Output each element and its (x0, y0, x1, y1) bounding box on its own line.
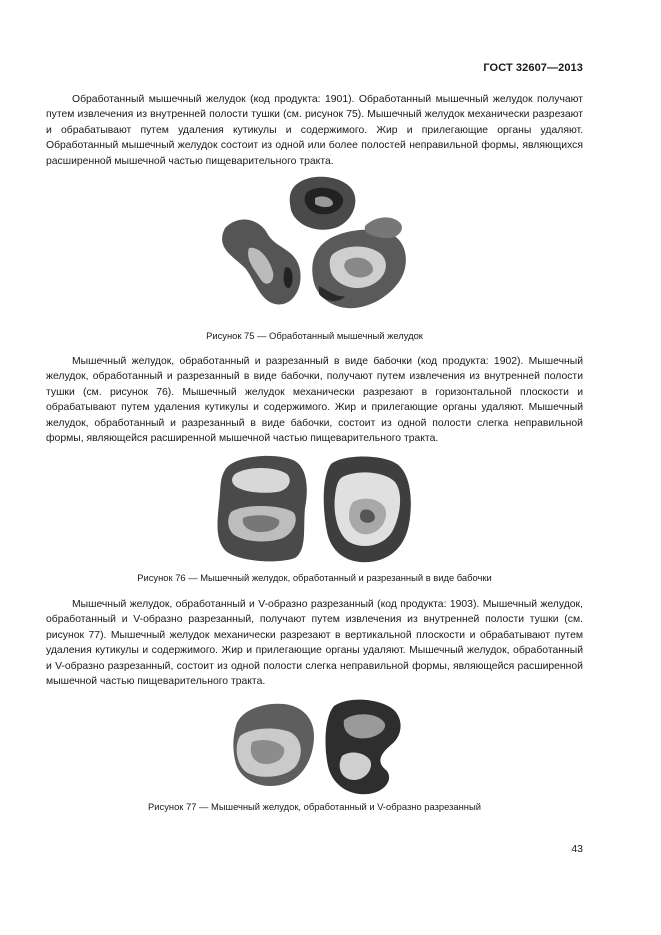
figure-77-image (230, 696, 410, 796)
figure-77-caption: Рисунок 77 — Мышечный желудок, обработанный и V-образно разрезанный (148, 801, 481, 812)
figure-75-image (215, 168, 420, 316)
figure-76-image (213, 452, 425, 564)
paragraph-1903: Мышечный желудок, обработанный и V-образно разрезанный (код продукта: 1903). Мышечный желудок, обработанный и V-образно разрезанный, получают путем извлечения из внутренней полости тушки (см. рисунок 77). Мышечный желудок механически разрезают в вертикальной плоскости и обрабатывают путем удаления кутикулы и содержимого. Жир и прилегающие органы удаляют. Мышечный желудок, обработанный и V-образно разрезанный, состоит из одной полости слегка неправильной формы, являющейся расширенной мышечной частью пищеварительного тракта. (46, 599, 583, 688)
page-number: 43 (571, 843, 583, 855)
standard-code: ГОСТ 32607—2013 (483, 62, 583, 74)
paragraph-1902: Мышечный желудок, обработанный и разрезанный в виде бабочки (код продукта: 1902). Мышечный желудок, обработанный и разрезанный в виде бабочки, получают путем извлечения из внутренней полости тушки (см. рисунок 76). Мышечный желудок механически разрезают в горизонтальной плоскости и обрабатывают путем удаления кутикулы и содержимого. Жир и прилегающие органы удаляют. Мышечный желудок, обработанный и разрезанный в виде бабочки, состоит из одной полости слегка неправильной формы, являющейся расширенной мышечной частью пищеварительного тракта. (46, 356, 583, 445)
figure-76-caption: Рисунок 76 — Мышечный желудок, обработанный и разрезанный в виде бабочки (137, 572, 492, 583)
paragraph-1901: Обработанный мышечный желудок (код продукта: 1901). Обработанный мышечный желудок получают путем извлечения из внутренней полости тушки (см. рисунок 75). Мышечный желудок механически разрезают и обрабатывают путем удаления кутикулы и содержимого. Жир и прилегающие органы удаляют. Обработанный мышечный желудок состоит из одной или более полостей неправильной формы, являющихся расширенной мышечной частью пищеварительного тракта. (46, 94, 583, 167)
figure-75-caption: Рисунок 75 — Обработанный мышечный желудок (206, 330, 423, 341)
